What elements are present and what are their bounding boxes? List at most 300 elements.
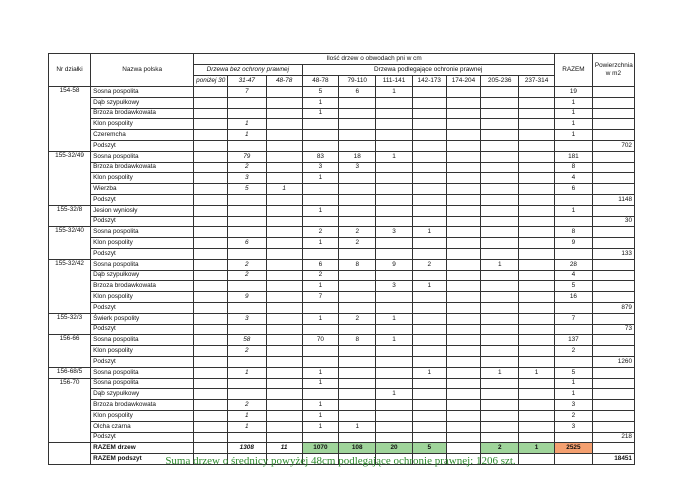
header-range-5: 111-141	[376, 76, 413, 87]
table-row	[49, 119, 635, 130]
row-total: 2	[554, 346, 592, 357]
count-cell	[339, 108, 376, 119]
count-cell	[481, 410, 519, 421]
count-cell	[481, 151, 519, 162]
count-cell	[376, 378, 413, 389]
count-cell: 6	[339, 87, 376, 98]
species-name: Klon pospolity	[91, 410, 194, 421]
count-cell	[339, 216, 376, 227]
row-area: 133	[592, 248, 634, 259]
count-cell	[519, 97, 555, 108]
row-area	[592, 130, 634, 141]
count-cell	[376, 432, 413, 443]
count-cell	[412, 140, 446, 151]
count-cell	[266, 389, 302, 400]
count-cell	[481, 324, 519, 335]
row-area	[592, 205, 634, 216]
species-name: Sosna pospolita	[91, 227, 194, 238]
count-cell	[266, 335, 302, 346]
count-cell	[376, 205, 413, 216]
count-cell: 1	[302, 400, 339, 411]
total-count-cell: 20	[376, 443, 413, 454]
species-name: Brzoza brodawkowata	[91, 281, 194, 292]
table-row	[49, 194, 635, 205]
row-total: 1	[554, 130, 592, 141]
count-cell	[446, 346, 481, 357]
count-cell: 1	[302, 173, 339, 184]
row-area	[592, 378, 634, 389]
plot-number: 155-32/8	[49, 205, 91, 227]
count-cell	[227, 108, 266, 119]
count-cell	[227, 97, 266, 108]
species-name: Sosna pospolita	[91, 259, 194, 270]
count-cell	[266, 248, 302, 259]
row-total: 1	[554, 378, 592, 389]
count-cell: 1	[302, 410, 339, 421]
species-name: Podszyt	[91, 248, 194, 259]
count-cell	[266, 119, 302, 130]
count-cell	[302, 140, 339, 151]
count-cell	[266, 216, 302, 227]
species-name: Sosna pospolita	[91, 151, 194, 162]
count-cell	[519, 173, 555, 184]
row-area: 879	[592, 302, 634, 313]
row-total	[554, 248, 592, 259]
species-name: Podszyt	[91, 302, 194, 313]
count-cell	[446, 184, 481, 195]
count-cell	[481, 227, 519, 238]
count-cell	[481, 216, 519, 227]
count-cell	[266, 162, 302, 173]
row-total: 2	[554, 410, 592, 421]
count-cell	[519, 292, 555, 303]
count-cell: 1	[302, 108, 339, 119]
count-cell: 18	[339, 151, 376, 162]
count-cell	[194, 162, 228, 173]
count-cell: 1	[302, 281, 339, 292]
species-name: Jesion wyniosły	[91, 205, 194, 216]
count-cell: 1	[227, 410, 266, 421]
count-cell	[339, 173, 376, 184]
count-cell	[227, 302, 266, 313]
count-cell	[446, 87, 481, 98]
row-area: 73	[592, 324, 634, 335]
count-cell	[194, 281, 228, 292]
count-cell	[519, 313, 555, 324]
row-total: 181	[554, 151, 592, 162]
row-area	[592, 173, 634, 184]
row-total: 9	[554, 238, 592, 249]
count-cell	[376, 270, 413, 281]
count-cell	[194, 108, 228, 119]
count-cell	[519, 270, 555, 281]
count-cell	[266, 87, 302, 98]
row-area	[592, 227, 634, 238]
count-cell: 3	[376, 227, 413, 238]
totals-undergrowth-label: RAZEM podszyt	[91, 454, 194, 465]
count-cell	[227, 194, 266, 205]
count-cell	[481, 313, 519, 324]
count-cell	[412, 302, 446, 313]
count-cell	[376, 302, 413, 313]
count-cell: 8	[339, 259, 376, 270]
count-cell	[376, 162, 413, 173]
table-row	[49, 140, 635, 151]
count-cell	[519, 238, 555, 249]
table-row	[49, 281, 635, 292]
species-name: Podszyt	[91, 194, 194, 205]
count-cell	[412, 248, 446, 259]
species-name: Wierzba	[91, 184, 194, 195]
row-area	[592, 281, 634, 292]
header-area	[592, 54, 634, 87]
count-cell: 3	[227, 173, 266, 184]
count-cell	[302, 432, 339, 443]
count-cell	[376, 400, 413, 411]
table-row	[49, 151, 635, 162]
species-name: Klon pospolity	[91, 119, 194, 130]
count-cell	[194, 140, 228, 151]
count-cell	[446, 421, 481, 432]
count-cell	[302, 324, 339, 335]
count-cell	[446, 356, 481, 367]
plot-number: 155-32/3	[49, 313, 91, 335]
row-area	[592, 238, 634, 249]
totals-row-trees	[49, 443, 635, 454]
row-total: 6	[554, 184, 592, 195]
count-cell	[302, 194, 339, 205]
count-cell	[446, 216, 481, 227]
count-cell	[339, 270, 376, 281]
count-cell	[302, 130, 339, 141]
total-area: 18451	[592, 454, 634, 465]
count-cell	[227, 140, 266, 151]
count-cell: 3	[302, 162, 339, 173]
row-area	[592, 400, 634, 411]
row-area	[592, 119, 634, 130]
count-cell	[446, 227, 481, 238]
row-total: 16	[554, 292, 592, 303]
count-cell	[194, 227, 228, 238]
totals-area-empty	[592, 443, 634, 454]
count-cell	[266, 367, 302, 378]
count-cell	[412, 108, 446, 119]
header-range-9: 237-314	[519, 76, 555, 87]
count-cell	[339, 205, 376, 216]
count-cell	[519, 227, 555, 238]
count-cell	[412, 356, 446, 367]
count-cell: 6	[227, 238, 266, 249]
count-cell	[519, 151, 555, 162]
table-row	[49, 346, 635, 357]
count-cell	[194, 335, 228, 346]
count-cell	[481, 194, 519, 205]
count-cell	[412, 400, 446, 411]
row-area: 1148	[592, 194, 634, 205]
total-count-cell	[194, 443, 228, 454]
count-cell	[519, 216, 555, 227]
table-row	[49, 335, 635, 346]
count-cell	[194, 400, 228, 411]
count-cell	[302, 248, 339, 259]
count-cell	[412, 421, 446, 432]
count-cell	[446, 302, 481, 313]
table-row	[49, 130, 635, 141]
header-unprotected: Drzewa bez ochrony prawnej	[194, 65, 302, 76]
count-cell: 2	[412, 259, 446, 270]
count-cell	[446, 270, 481, 281]
count-cell: 3	[376, 281, 413, 292]
row-total: 1	[554, 108, 592, 119]
count-cell: 1	[227, 367, 266, 378]
count-cell: 1	[376, 87, 413, 98]
count-cell: 3	[227, 313, 266, 324]
count-cell	[194, 130, 228, 141]
count-cell	[519, 346, 555, 357]
count-cell	[519, 140, 555, 151]
count-cell	[412, 378, 446, 389]
row-area	[592, 87, 634, 98]
total-count-cell: 1	[519, 443, 555, 454]
count-cell: 1	[302, 238, 339, 249]
row-total: 1	[554, 205, 592, 216]
count-cell	[266, 140, 302, 151]
count-cell	[446, 400, 481, 411]
count-cell: 1	[266, 184, 302, 195]
species-name: Klon pospolity	[91, 173, 194, 184]
count-cell	[446, 281, 481, 292]
count-cell	[339, 130, 376, 141]
count-cell: 2	[339, 238, 376, 249]
count-cell	[481, 184, 519, 195]
count-cell: 1	[302, 421, 339, 432]
count-cell	[519, 248, 555, 259]
count-cell	[376, 324, 413, 335]
count-cell	[519, 324, 555, 335]
count-cell	[194, 421, 228, 432]
count-cell	[339, 432, 376, 443]
header-range-8: 205-236	[481, 76, 519, 87]
count-cell	[519, 108, 555, 119]
row-area	[592, 151, 634, 162]
total-count-cell: 1308	[227, 443, 266, 454]
header-range-1: 31-47	[227, 76, 266, 87]
count-cell	[376, 292, 413, 303]
count-cell	[412, 130, 446, 141]
species-name: Sosna pospolita	[91, 87, 194, 98]
count-cell	[194, 292, 228, 303]
count-cell	[227, 205, 266, 216]
count-cell	[446, 140, 481, 151]
row-total: 137	[554, 335, 592, 346]
row-total	[554, 356, 592, 367]
count-cell	[194, 270, 228, 281]
row-area	[592, 292, 634, 303]
count-cell	[266, 302, 302, 313]
count-cell	[194, 324, 228, 335]
row-total: 7	[554, 313, 592, 324]
count-cell	[302, 119, 339, 130]
count-cell	[227, 227, 266, 238]
row-total	[554, 140, 592, 151]
count-cell	[446, 173, 481, 184]
plot-number: 155-32/40	[49, 227, 91, 259]
header-total: RAZEM	[554, 54, 592, 87]
table-row	[49, 205, 635, 216]
count-cell: 58	[227, 335, 266, 346]
count-cell: 1	[302, 313, 339, 324]
count-cell	[519, 119, 555, 130]
species-name: Brzoza brodawkowata	[91, 400, 194, 411]
count-cell	[446, 313, 481, 324]
count-cell	[266, 292, 302, 303]
count-cell	[376, 130, 413, 141]
count-cell	[302, 302, 339, 313]
count-cell	[376, 184, 413, 195]
species-name: Klon pospolity	[91, 292, 194, 303]
count-cell	[227, 248, 266, 259]
table-row	[49, 162, 635, 173]
count-cell	[266, 313, 302, 324]
count-cell	[481, 87, 519, 98]
count-cell	[339, 367, 376, 378]
count-cell	[412, 432, 446, 443]
count-cell: 1	[227, 119, 266, 130]
row-area	[592, 184, 634, 195]
count-cell	[194, 119, 228, 130]
table-row	[49, 173, 635, 184]
table-row	[49, 367, 635, 378]
count-cell	[412, 119, 446, 130]
count-cell	[412, 205, 446, 216]
count-cell	[446, 378, 481, 389]
count-cell	[481, 162, 519, 173]
count-cell	[266, 151, 302, 162]
row-total: 8	[554, 227, 592, 238]
count-cell	[339, 281, 376, 292]
count-cell	[194, 151, 228, 162]
count-cell	[339, 302, 376, 313]
count-cell	[481, 248, 519, 259]
row-total: 3	[554, 400, 592, 411]
row-total: 4	[554, 270, 592, 281]
count-cell	[412, 389, 446, 400]
count-cell: 1	[302, 367, 339, 378]
totals-trees-label: RAZEM drzew	[91, 443, 194, 454]
count-cell: 1	[412, 281, 446, 292]
count-cell: 6	[302, 259, 339, 270]
count-cell	[194, 432, 228, 443]
plot-number: 156-66	[49, 335, 91, 367]
count-cell	[339, 410, 376, 421]
count-cell	[266, 130, 302, 141]
count-cell	[519, 421, 555, 432]
count-cell	[412, 216, 446, 227]
count-cell	[481, 270, 519, 281]
count-cell	[519, 281, 555, 292]
total-count-cell	[446, 443, 481, 454]
table-row	[49, 227, 635, 238]
count-cell	[481, 335, 519, 346]
count-cell: 2	[227, 346, 266, 357]
species-name: Dąb szypułkowy	[91, 389, 194, 400]
count-cell: 1	[412, 227, 446, 238]
count-cell	[481, 281, 519, 292]
count-cell	[194, 367, 228, 378]
count-cell	[266, 227, 302, 238]
count-cell	[194, 259, 228, 270]
count-cell	[519, 335, 555, 346]
count-cell	[412, 346, 446, 357]
count-cell	[376, 367, 413, 378]
count-cell	[519, 184, 555, 195]
count-cell	[446, 205, 481, 216]
row-total: 5	[554, 281, 592, 292]
row-total: 5	[554, 367, 592, 378]
count-cell: 1	[376, 151, 413, 162]
plot-number: 154-58	[49, 87, 91, 152]
count-cell	[519, 432, 555, 443]
count-cell: 5	[227, 184, 266, 195]
table-row	[49, 238, 635, 249]
count-cell	[339, 248, 376, 259]
count-cell	[481, 378, 519, 389]
count-cell	[412, 194, 446, 205]
count-cell: 1	[376, 389, 413, 400]
species-name: Sosna pospolita	[91, 335, 194, 346]
species-name: Podszyt	[91, 324, 194, 335]
total-count-cell: 1070	[302, 443, 339, 454]
count-cell	[194, 87, 228, 98]
count-cell	[376, 194, 413, 205]
header-area-line1: Powierzchnia	[594, 62, 633, 69]
count-cell	[481, 389, 519, 400]
header-tree-count: Ilość drzew o obwodach pni w cm	[194, 54, 555, 65]
table-row	[49, 389, 635, 400]
count-cell	[194, 238, 228, 249]
table-row	[49, 313, 635, 324]
count-cell: 2	[339, 227, 376, 238]
count-cell	[446, 389, 481, 400]
header-range-7: 174-204	[446, 76, 481, 87]
count-cell	[266, 400, 302, 411]
count-cell	[266, 97, 302, 108]
count-cell	[446, 335, 481, 346]
count-cell	[481, 140, 519, 151]
count-cell	[194, 184, 228, 195]
count-cell: 1	[339, 421, 376, 432]
row-area	[592, 97, 634, 108]
plot-number: 156-70	[49, 378, 91, 443]
count-cell	[519, 162, 555, 173]
table-row	[49, 184, 635, 195]
count-cell	[266, 346, 302, 357]
count-cell	[481, 130, 519, 141]
count-cell	[339, 378, 376, 389]
count-cell	[339, 389, 376, 400]
count-cell: 9	[376, 259, 413, 270]
row-total	[554, 302, 592, 313]
count-cell	[412, 173, 446, 184]
count-cell: 7	[227, 87, 266, 98]
table-row	[49, 356, 635, 367]
count-cell	[266, 410, 302, 421]
count-cell: 9	[227, 292, 266, 303]
count-cell	[227, 324, 266, 335]
count-cell	[194, 389, 228, 400]
row-total	[554, 324, 592, 335]
count-cell	[339, 356, 376, 367]
